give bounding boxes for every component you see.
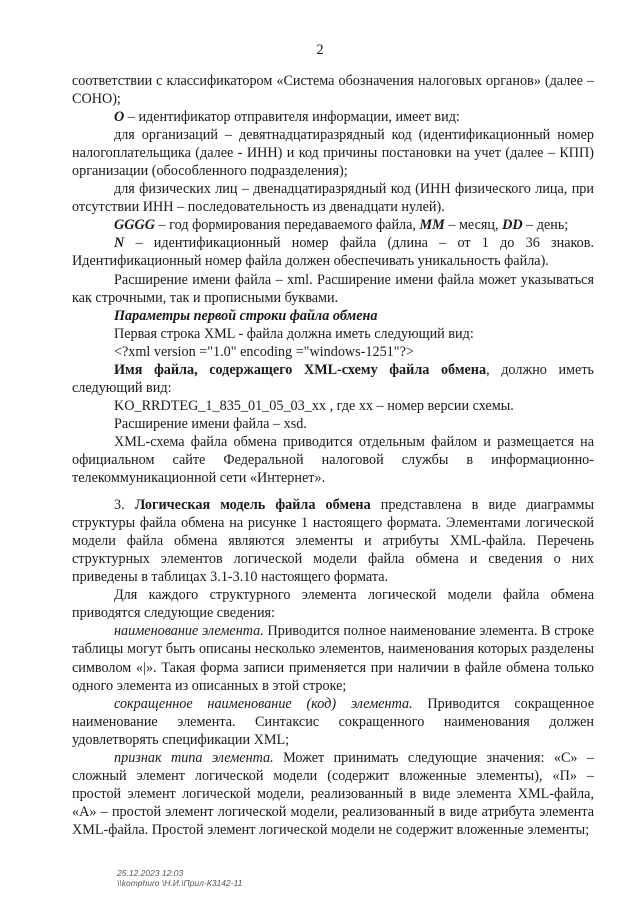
paragraph: [72, 695, 594, 749]
paragraph-text: Приводится полное наименование элемента. В строке таблицы могут быть описаны несколько элементов, наименования которых разделены символом «|». Такая форма записи применяется при наличии в файле обмена только одного элемента из описанных в этой строке;: [72, 623, 594, 694]
paragraph: [72, 749, 594, 839]
paragraph: для организаций – девятнадцатиразрядный код (идентификационный номер налогоплательщика (далее - ИНН) и код причины постановки на учет (далее – КПП) организации (обособленного подразделения);: [72, 127, 594, 180]
paragraph: [72, 496, 594, 586]
paragraph: для физических лиц – двенадцатиразрядный код (ИНН физического лица, при отсутствии ИНН – последовательность из двенадцати нулей).: [72, 181, 594, 216]
paragraph-text: представлена в виде диаграммы структуры файла обмена на рисунке 1 настоящего формата. Элементами логической модели файла обмена являются элементы и атрибуты XML-файла. Перечень структурных элементов логической модели файла обмена и сведения о них приведены в таблицах 3.1-3.10 настоящего формата.: [72, 497, 595, 586]
paragraph: [72, 234, 594, 270]
footer: [117, 868, 242, 888]
paragraph-text: – год формирования передаваемого файла,: [154, 217, 420, 234]
paragraph: Первая строка XML - файла должна иметь следующий вид:: [114, 325, 474, 342]
paragraph-text: – идентификатор отправителя информации, имеет вид:: [124, 109, 460, 126]
footer-date: 25.12.2023 12:03: [117, 868, 184, 878]
paragraph: [72, 622, 594, 694]
footer-path: \\komphuro \Н.И.\Прил-К3142-11: [117, 878, 243, 888]
page-number: 2: [316, 42, 324, 58]
italic-term: признак типа элемента.: [114, 749, 274, 766]
paragraph-text: – день;: [522, 217, 569, 234]
paragraph-text: – месяц,: [444, 217, 503, 234]
paragraph-text: Может принимать следующие значения: «С» – сложный элемент логической модели (содержит вложенные элементы), «П» – простой элемент логической модели, реализованный в виде элемента XML-файла, «А» – простой элемент логической модели, реализованный в виде атрибута элемента XML-файла. Простой элемент логической модели не содержит вложенные элементы;: [72, 749, 594, 838]
italic-term: наименование элемента.: [114, 623, 264, 640]
paragraph: XML-схема файла обмена приводится отдельным файлом и размещается на официальном сайте Федеральной налоговой службы в информационно-телекоммуникационной сети «Интернет».: [72, 433, 594, 487]
key-term: MM: [419, 217, 445, 234]
paragraph: Расширение имени файла – xsd.: [114, 415, 307, 432]
bold-term: Логическая модель файла обмена: [134, 497, 371, 514]
key-term: O: [114, 109, 125, 126]
paragraph: [72, 216, 594, 234]
paragraph: Для каждого структурного элемента логической модели файла обмена приводятся следующие сведения:: [72, 587, 594, 622]
paragraph-text: Приводится сокращенное наименование элемента. Синтаксис сокращенного наименования должен удовлетворять спецификации XML;: [72, 695, 594, 748]
key-term: GGGG: [114, 217, 155, 234]
paragraph: соответствии с классификатором «Система обозначения налоговых органов» (далее – СОНО);: [72, 73, 594, 108]
section-heading: Параметры первой строки файла обмена: [114, 307, 378, 324]
paragraph: [72, 108, 594, 126]
key-term: DD: [502, 217, 523, 234]
bold-term: Имя файла, содержащего XML-схему файла обмена: [114, 361, 487, 378]
paragraph: Расширение имени файла – xml. Расширение имени файла может указываться как строчными, так и прописными буквами.: [72, 271, 594, 306]
schema-name: KO_RRDTEG_1_835_01_05_03_xx , где хх – номер версии схемы.: [114, 397, 514, 414]
key-term: N: [114, 235, 125, 252]
paragraph-text: , должно иметь следующий вид:: [72, 361, 595, 396]
xml-declaration: <?xml version ="1.0" encoding ="windows-1251"?>: [114, 343, 414, 360]
italic-term: сокращенное наименование (код) элемента.: [114, 695, 413, 712]
paragraph-text: 3.: [114, 497, 135, 514]
document-body: [72, 72, 594, 839]
paragraph: [72, 361, 594, 397]
paragraph-text: – идентификационный номер файла (длина – от 1 до 36 знаков. Идентификационный номер файла должен обеспечивать уникальность файла).: [72, 235, 594, 270]
